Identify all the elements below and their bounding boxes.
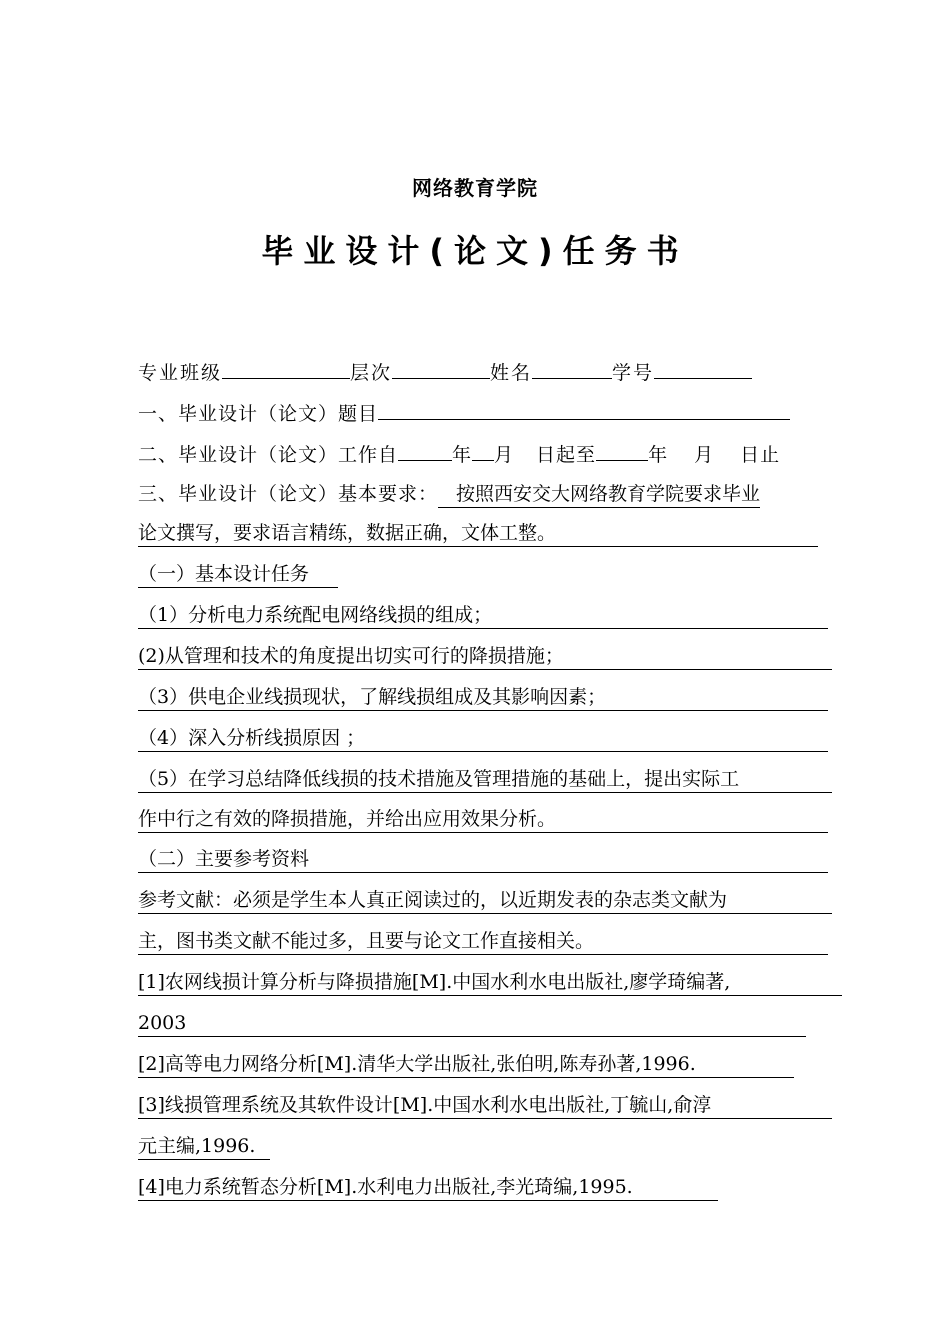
task-item-3: （3）供电企业线损现状，了解线损组成及其影响因素； (138, 684, 828, 711)
reference-item-1-line2: 2003 (138, 1010, 806, 1037)
reference-item-3-line2: 元主编,1996. (138, 1133, 270, 1160)
start-month-field[interactable] (472, 438, 494, 461)
reference-item-3-line1: [3]线损管理系统及其软件设计[M].中国水利水电出版社,丁毓山,俞淳 (138, 1092, 832, 1119)
tasks-heading: （一）基本设计任务 (138, 561, 338, 588)
year-label: 年 (452, 444, 473, 466)
requirements-text-line1: 按照西安交大网络教育学院要求毕业 (438, 481, 760, 508)
reference-item-1-line1: [1]农网线损计算分析与降损措施[M].中国水利水电出版社,廖学琦编著, (138, 969, 842, 996)
task-item-4: （4）深入分析线损原因 ； (138, 725, 828, 752)
task-item-5-line1: （5）在学习总结降低线损的技术措施及管理措施的基础上，提出实际工 (138, 766, 832, 793)
month-label: 月 (494, 444, 515, 466)
day-to-label: 日起至 (536, 444, 597, 466)
year-label: 年 (648, 444, 669, 466)
major-class-label: 专业班级 (138, 362, 223, 384)
task-item-1: （1）分析电力系统配电网络线损的组成； (138, 602, 828, 629)
task-item-2: (2)从管理和技术的角度提出切实可行的降损措施； (138, 643, 832, 670)
requirements-text-line2: 论文撰写，要求语言精练，数据正确，文体工整。 (138, 520, 818, 547)
topic-field[interactable] (378, 397, 790, 420)
major-class-field[interactable] (222, 356, 350, 379)
references-note-line2: 主，图书类文献不能过多，且要与论文工作直接相关。 (138, 928, 828, 955)
start-year-field[interactable] (398, 438, 452, 461)
references-note-line1: 参考文献：必须是学生本人真正阅读过的，以近期发表的杂志类文献为 (138, 887, 832, 914)
student-info-row (138, 356, 752, 386)
school-name: 网络教育学院 (412, 176, 538, 200)
references-heading: （二）主要参考资料 (138, 846, 828, 873)
document-title: 毕业设计(论文)任务书 (261, 232, 689, 270)
month-label: 月 (694, 444, 715, 466)
student-id-field[interactable] (654, 356, 752, 379)
work-period-row (138, 438, 780, 468)
level-field[interactable] (392, 356, 490, 379)
requirements-label: 三、毕业设计（论文）基本要求： (138, 483, 439, 505)
task-item-5-line2: 作中行之有效的降损措施，并给出应用效果分析。 (138, 806, 828, 833)
end-year-field[interactable] (596, 438, 648, 461)
day-end-label: 日止 (740, 444, 781, 466)
requirements-row (138, 479, 760, 509)
name-field[interactable] (532, 356, 612, 379)
reference-item-2: [2]高等电力网络分析[M].清华大学出版社,张伯明,陈寿孙著,1996. (138, 1051, 794, 1078)
work-period-label: 二、毕业设计（论文）工作自 (138, 444, 399, 466)
name-label: 姓名 (490, 362, 533, 384)
topic-label: 一、毕业设计（论文）题目 (138, 403, 379, 425)
student-id-label: 学号 (612, 362, 655, 384)
level-label: 层次 (350, 362, 393, 384)
reference-item-4: [4]电力系统暂态分析[M].水利电力出版社,李光琦编,1995. (138, 1174, 718, 1201)
topic-row (138, 397, 790, 427)
